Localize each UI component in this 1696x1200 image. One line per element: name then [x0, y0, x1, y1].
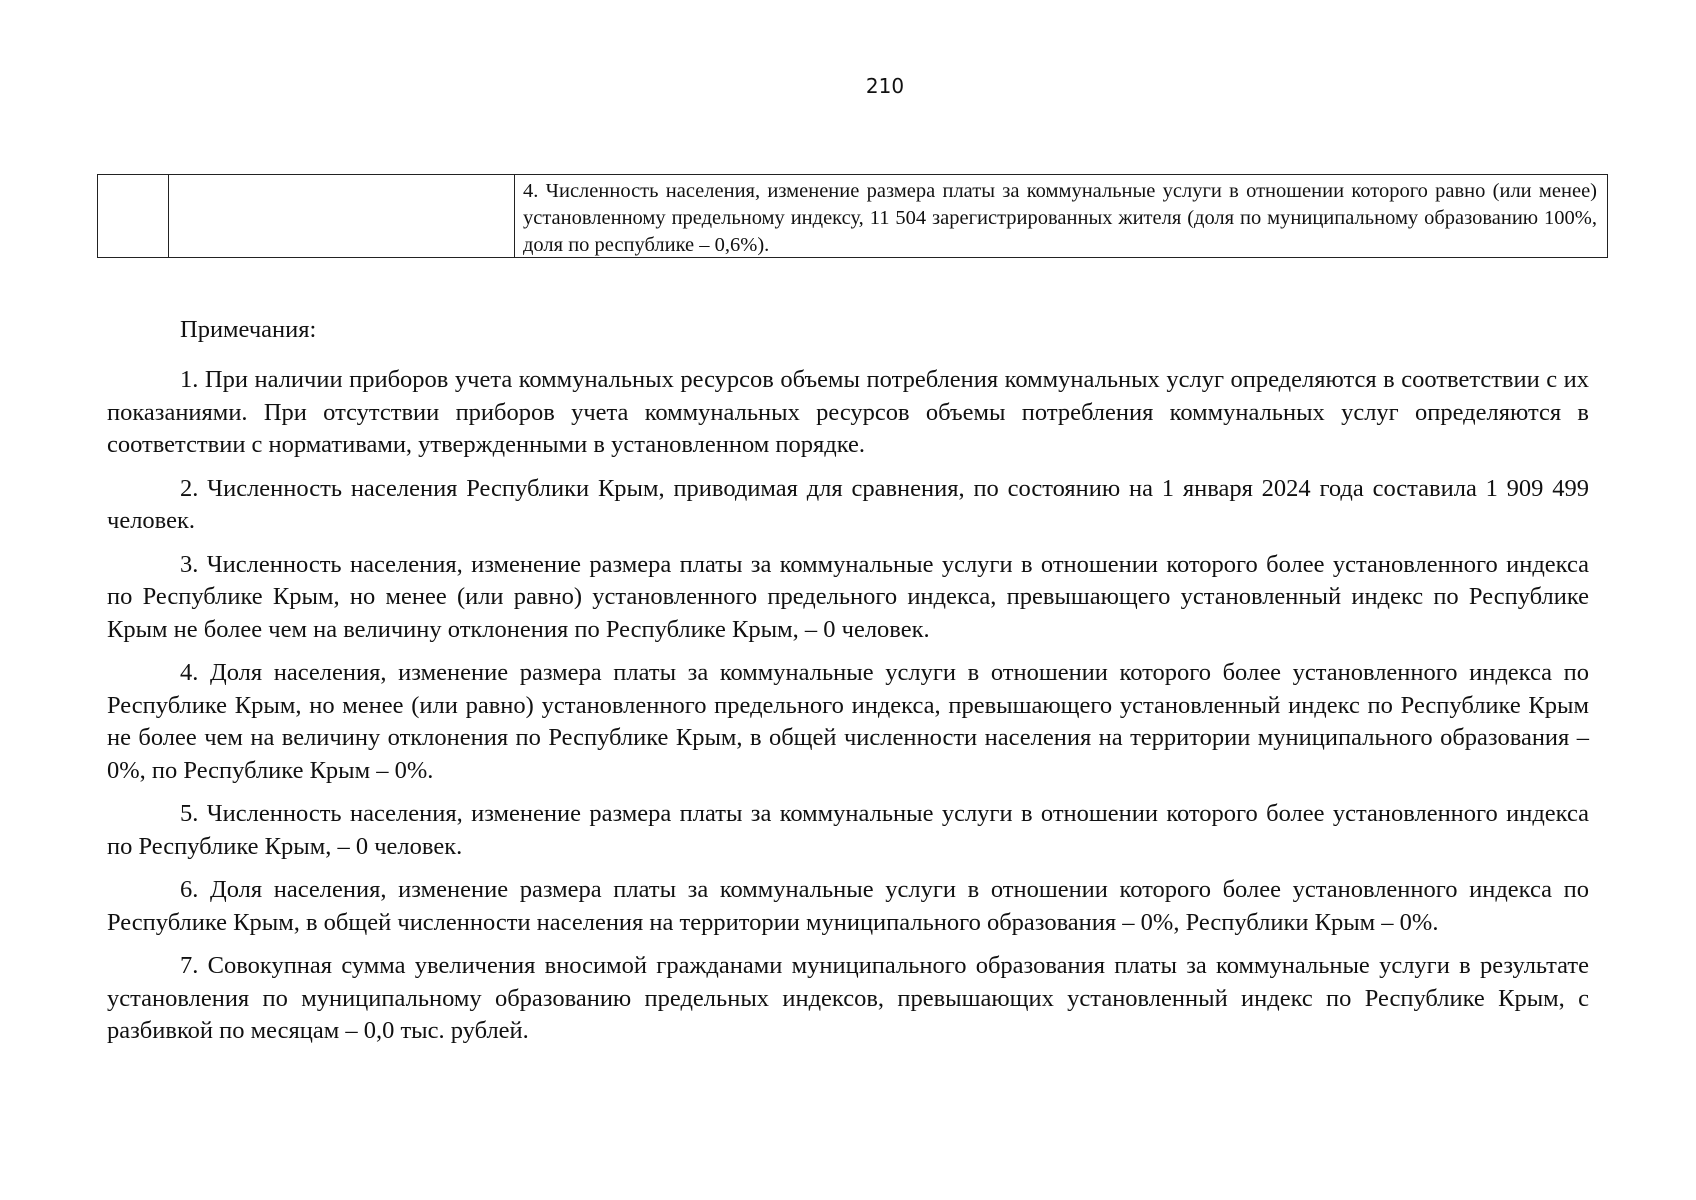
note-item-3: 3. Численность населения, изменение размера платы за коммунальные услуги в отношении которого более установленного индекса по Республике Крым, но менее (или равно) установленного предельного индекса, превышающего установленный индекс по Республике Крым не более чем на величину отклонения по Республике Крым, – 0 человек.	[107, 550, 1589, 643]
note-item-7: 7. Совокупная сумма увеличения вносимой гражданами муниципального образования платы за коммунальные услуги в результате установления по муниципальному образованию предельных индексов, превышающих установленный индекс по Республике Крым, с разбивкой по месяцам – 0,0 тыс. рублей.	[107, 952, 1589, 1044]
note-item-2: 2. Численность населения Республики Крым, приводимая для сравнения, по состоянию на 1 января 2024 года составила 1 909 499 человек.	[107, 474, 1589, 534]
page-number: 210	[865, 74, 905, 98]
note-item-6: 6. Доля населения, изменение размера платы за коммунальные услуги в отношении которого более установленного индекса по Республике Крым, в общей численности населения на территории муниципального образования – 0%, Республики Крым – 0%.	[107, 876, 1589, 936]
table-cell-text: 4. Численность населения, изменение размера платы за коммунальные услуги в отношении которого равно (или менее) установленному предельному индексу, 11 504 зарегистрированных жителя (доля по муниципальному образованию 100%, доля по республике – 0,6%).	[523, 180, 1597, 256]
table-cell-empty-1	[98, 175, 169, 257]
notes-list	[107, 364, 1589, 1048]
continuation-table	[97, 174, 1608, 258]
table-cell-empty-2	[169, 175, 515, 257]
note-item-5: 5. Численность населения, изменение размера платы за коммунальные услуги в отношении которого более установленного индекса по Республике Крым, – 0 человек.	[107, 800, 1589, 860]
note-item-1: 1. При наличии приборов учета коммунальных ресурсов объемы потребления коммунальных услуг определяются в соответствии с их показаниями. При отсутствии приборов учета коммунальных ресурсов объемы потребления коммунальных услуг определяются в соответствии с нормативами, утвержденными в установленном порядке.	[107, 366, 1589, 458]
note-item-4: 4. Доля населения, изменение размера платы за коммунальные услуги в отношении которого более установленного индекса по Республике Крым, но менее (или равно) установленного предельного индекса, превышающего установленный индекс по Республике Крым не более чем на величину отклонения по Республике Крым, в общей численности населения на территории муниципального образования – 0%, по Республике Крым – 0%.	[107, 659, 1589, 784]
notes-heading: Примечания:	[180, 316, 317, 343]
